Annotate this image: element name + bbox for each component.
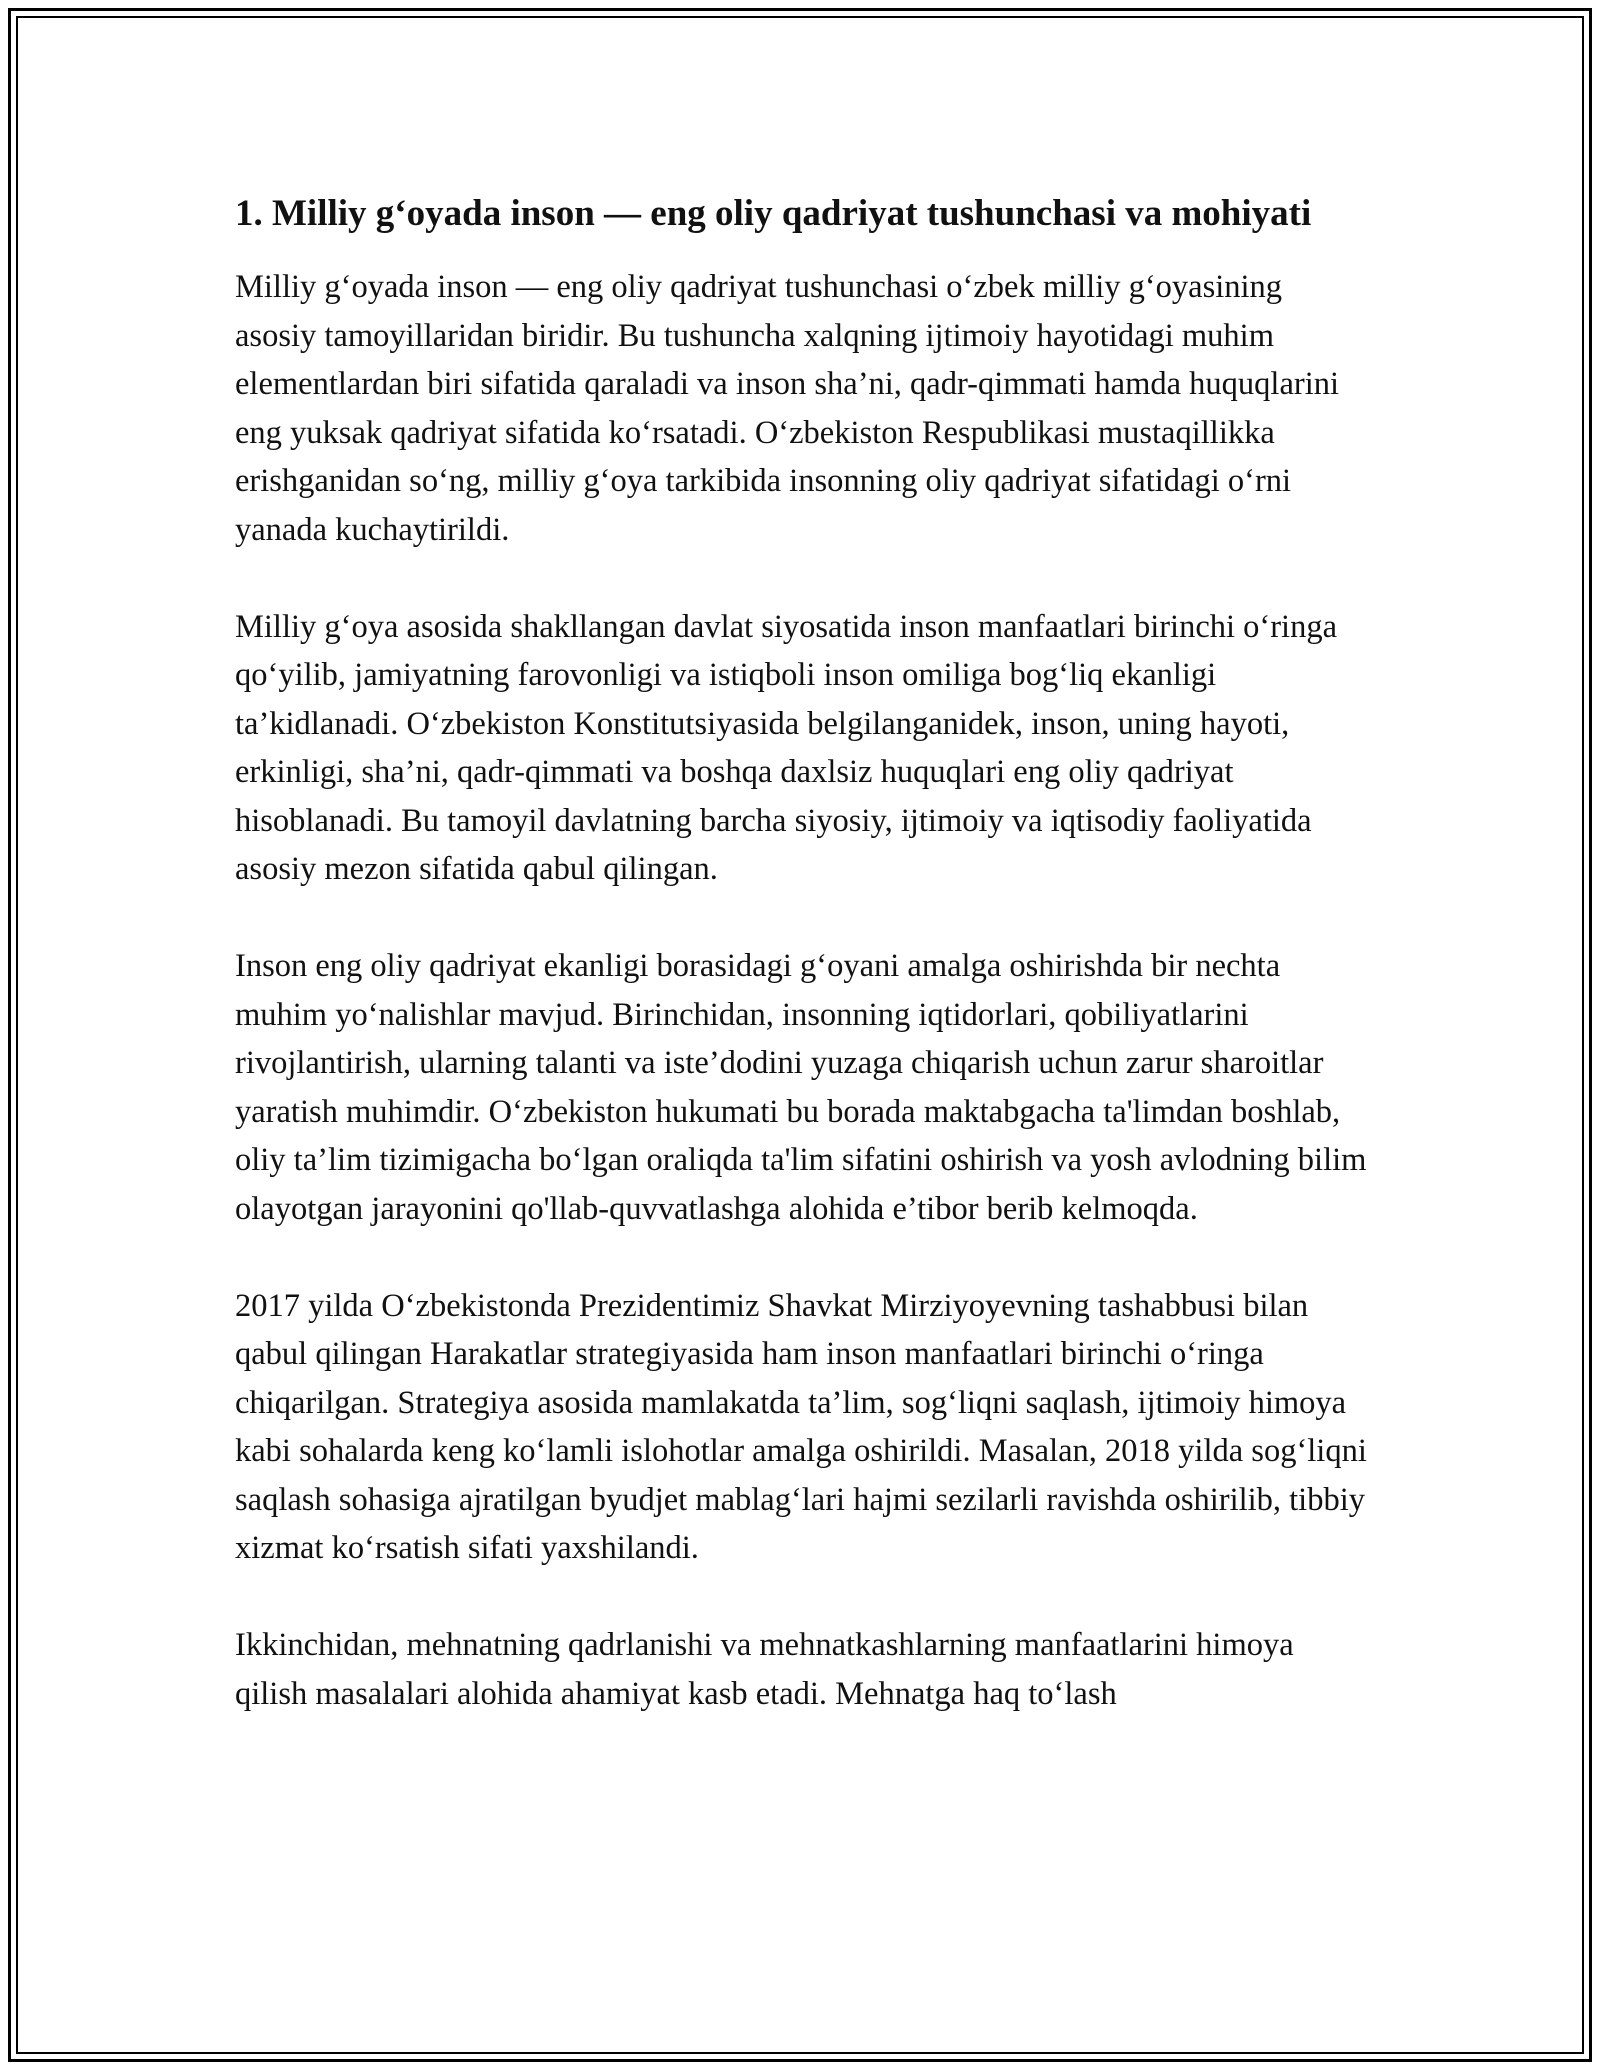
section-heading: 1. Milliy g‘oyada inson — eng oliy qadriyat tushunchasi va mohiyati <box>235 193 1312 234</box>
paragraph-2: Milliy g‘oya asosida shakllangan davlat siyosatida inson manfaatlari birinchi o‘ringa qo‘yilib, jamiyatning farovonligi va istiqboli inson omiliga bog‘liq ekanligi ta’kidlanadi. O‘zbekiston Konstitutsiyasida belgilanganidek, inson, uning hayoti, erkinligi, sha’ni, qadr-qimmati va boshqa daxlsiz huquqlari eng oliy qadriyat hisoblanadi. Bu tamoyil davlatning barcha siyosiy, ijtimoiy va iqtisodiy faoliyatida asosiy mezon sifatida qabul qilingan. <box>235 608 1338 887</box>
paragraph-5: Ikkinchidan, mehnatning qadrlanishi va mehnatkashlarning manfaatlarini himoya qilish masalalari alohida ahamiyat kasb etadi. Mehnatga haq to‘lash <box>235 1627 1294 1712</box>
document-body <box>235 186 1370 1718</box>
paragraph-1: Milliy g‘oyada inson — eng oliy qadriyat tushunchasi o‘zbek milliy g‘oyasining asosiy tamoyillaridan biridir. Bu tushuncha xalqning ijtimoiy hayotidagi muhim elementlardan biri sifatida qaraladi va inson sha’ni, qadr-qimmati hamda huquqlarini eng yuksak qadriyat sifatida ko‘rsatadi. O‘zbekiston Respublikasi mustaqillikka erishganidan so‘ng, milliy g‘oya tarkibida insonning oliy qadriyat sifatidagi o‘rni yanada kuchaytirildi. <box>235 269 1340 548</box>
paragraph-3: Inson eng oliy qadriyat ekanligi borasidagi g‘oyani amalga oshirishda bir nechta muhim yo‘nalishlar mavjud. Birinchidan, insonning iqtidorlari, qobiliyatlarini rivojlantirish, ularning talanti va iste’dodini yuzaga chiqarish uchun zarur sharoitlar yaratish muhimdir. O‘zbekiston hukumati bu borada maktabgacha ta'limdan boshlab, oliy ta’lim tizimigacha bo‘lgan oraliqda ta'lim sifatini oshirish va yosh avlodning bilim olayotgan jarayonini qo'llab-quvvatlashga alohida e’tibor berib kelmoqda. <box>235 948 1367 1227</box>
paragraph-4: 2017 yilda O‘zbekistonda Prezidentimiz Shavkat Mirziyoyevning tashabbusi bilan qabul qilingan Harakatlar strategiyasida ham inson manfaatlari birinchi o‘ringa chiqarilgan. Strategiya asosida mamlakatda ta’lim, sog‘liqni saqlash, ijtimoiy himoya kabi sohalarda keng ko‘lamli islohotlar amalga oshirildi. Masalan, 2018 yilda sog‘liqni saqlash sohasiga ajratilgan byudjet mablag‘lari hajmi sezilarli ravishda oshirilib, tibbiy xizmat ko‘rsatish sifati yaxshilandi. <box>235 1287 1367 1566</box>
